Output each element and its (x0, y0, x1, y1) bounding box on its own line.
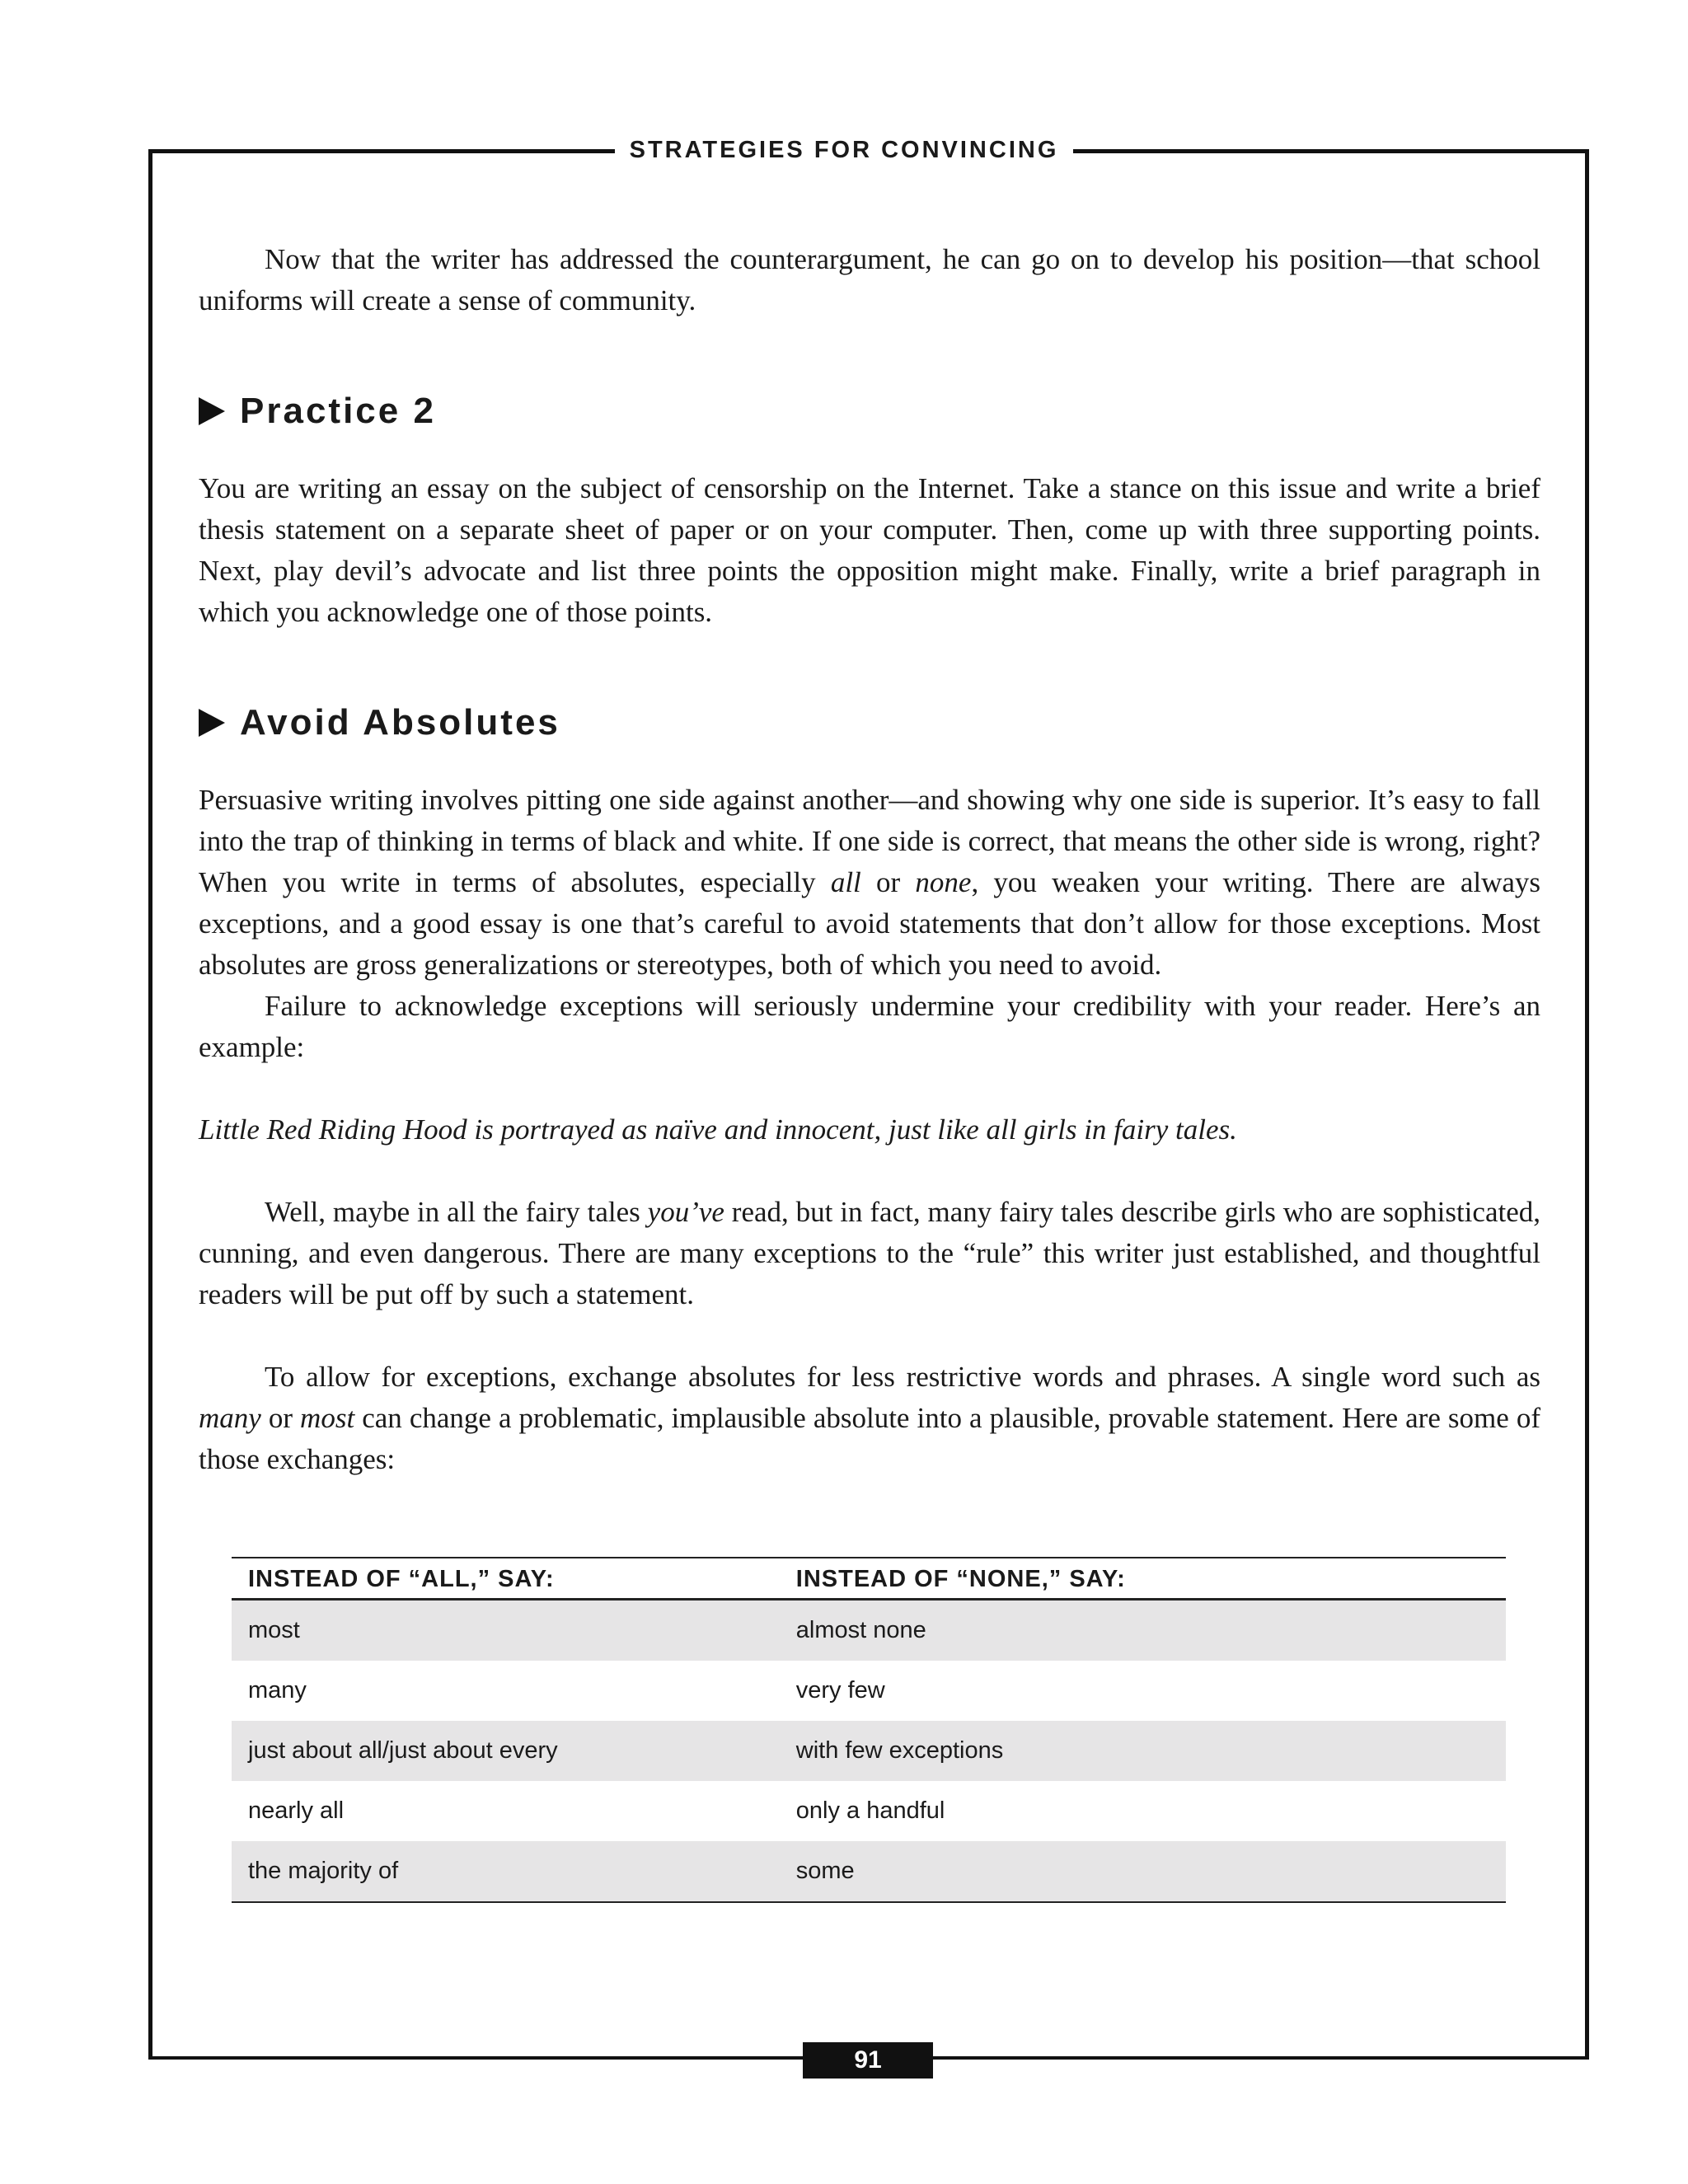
absolutes-heading (199, 702, 1540, 743)
table-cell: most (232, 1600, 780, 1661)
table-cell: many (248, 1677, 307, 1704)
table-cell: almost none (780, 1600, 1506, 1661)
absolutes-heading-text: Avoid Absolutes (240, 702, 560, 743)
table-row (232, 1600, 1506, 1661)
absolutes-paragraph-2: Failure to acknowledge exceptions will seriously undermine your credibility with your reader. Here’s an example: (199, 990, 1540, 1063)
triangle-bullet-icon (199, 397, 225, 425)
running-head (0, 137, 1688, 164)
practice-paragraph: You are writing an essay on the subject of censorship on the Internet. Take a stance on this issue and write a brief thesis statement on a separate sheet of paper or on your computer. Then, come up with three supporting points. Next, play devil’s advocate and list three points the opposition might make. Finally, write a brief paragraph in which you acknowledge one of those points. (199, 472, 1540, 628)
table-header-row (232, 1558, 1506, 1600)
absolutes-paragraph-1: Persuasive writing involves pitting one side against another—and showing why one side is superior. It’s easy to fall into the trap of thinking in terms of black and white. If one side is correct, that means the other side is wrong, right? When you write in terms of absolutes, especially all or none, you weaken your writing. There are always exceptions, and a good essay is one that’s careful to avoid statements that don’t allow for those exceptions. Most absolutes are gross generalizations or stereotypes, both of which you need to avoid. (199, 784, 1541, 981)
table-cell: very few (795, 1677, 885, 1704)
table-cell: the majority of (232, 1841, 780, 1902)
exchange-table (232, 1557, 1506, 1903)
practice-heading-text: Practice 2 (240, 391, 436, 431)
intro-paragraph: Now that the writer has addressed the counterargument, he can go on to develop his position—that school uniforms will create a sense of community. (199, 243, 1540, 316)
table-cell: nearly all (248, 1797, 345, 1824)
table-row (232, 1781, 1506, 1841)
absolutes-paragraph-4: To allow for exceptions, exchange absolutes for less restrictive words and phrases. A single word such as many or most can change a problematic, implausible absolute into a plausible, provable statement. Here are some of those exchanges: (199, 1361, 1540, 1475)
table-cell: with few exceptions (780, 1721, 1506, 1781)
running-head-text: STRATEGIES FOR CONVINCING (615, 137, 1074, 164)
column-header-all: INSTEAD OF “ALL,” SAY: (232, 1558, 780, 1600)
table-cell: only a handful (795, 1797, 945, 1824)
page-number: 91 (803, 2042, 933, 2079)
example-sentence: Little Red Riding Hood is portrayed as naïve and innocent, just like all girls in fairy tales. (199, 1113, 1237, 1146)
table-cell: just about all/just about every (232, 1721, 780, 1781)
table-row (232, 1841, 1506, 1902)
table-row (232, 1661, 1506, 1721)
page-content (199, 239, 1540, 1480)
column-header-none: INSTEAD OF “NONE,” SAY: (780, 1558, 1506, 1600)
table-cell: some (780, 1841, 1506, 1902)
triangle-bullet-icon (199, 709, 225, 737)
table-row (232, 1721, 1506, 1781)
absolutes-paragraph-3: Well, maybe in all the fairy tales you’ve read, but in fact, many fairy tales describe girls who are sophisticated, cunning, and even dangerous. There are many exceptions to the “rule” this writer just established, and thoughtful readers will be put off by such a statement. (199, 1196, 1540, 1310)
practice-heading (199, 391, 1540, 432)
